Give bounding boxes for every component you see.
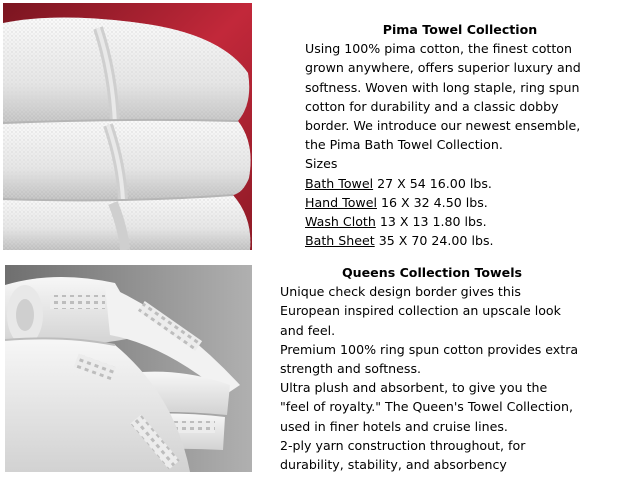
queens-description-line: Premium 100% ring spun cotton provides extra: [280, 341, 579, 357]
queens-collection-section: [280, 263, 635, 474]
queens-towel-photo: [5, 265, 252, 472]
queens-description-line: and feel.: [280, 322, 336, 338]
size-row-wash-cloth: [305, 212, 635, 231]
size-name: Hand Towel: [305, 194, 377, 210]
queens-title: Queens Collection Towels: [341, 265, 523, 280]
pima-description-line: Using 100% pima cotton, the finest cotton: [305, 41, 572, 57]
size-spec: 27 X 54 16.00 lbs.: [373, 175, 492, 191]
size-name: Bath Towel: [305, 175, 374, 191]
size-name: Wash Cloth: [305, 214, 376, 230]
queens-description-line: 2-ply yarn construction throughout, for: [280, 437, 526, 453]
size-spec: 16 X 32 4.50 lbs.: [376, 194, 488, 210]
size-row-bath-sheet: [305, 231, 635, 250]
size-row-bath-towel: [305, 174, 635, 193]
queens-description-line: used in finer hotels and cruise lines.: [280, 418, 508, 434]
size-row-hand-towel: [305, 193, 635, 212]
queens-description-line: Ultra plush and absorbent, to give you the: [280, 380, 548, 396]
queens-description-line: durability, stability, and absorbency: [280, 457, 507, 473]
pima-description-line: border. We introduce our newest ensemble,: [305, 118, 581, 134]
pima-title: Pima Towel Collection: [382, 22, 538, 37]
pima-description-line: grown anywhere, offers superior luxury and: [305, 60, 581, 76]
queens-description-line: strength and softness.: [280, 361, 422, 377]
queens-description-line: European inspired collection an upscale look: [280, 303, 561, 319]
pima-description-line: the Pima Bath Towel Collection.: [305, 137, 503, 153]
pima-description-line: cotton for durability and a classic dobby: [305, 98, 559, 114]
pima-collection-section: [305, 20, 635, 250]
pima-description-line: softness. Woven with long staple, ring spun: [305, 79, 580, 95]
queens-description-line: Unique check design border gives this: [280, 284, 521, 300]
queens-description-line: "feel of royalty." The Queen's Towel Collection,: [280, 399, 573, 415]
size-spec: 35 X 70 24.00 lbs.: [374, 233, 494, 249]
sizes-label: Sizes: [305, 156, 338, 172]
size-spec: 13 X 13 1.80 lbs.: [375, 214, 487, 230]
size-name: Bath Sheet: [305, 233, 375, 249]
pima-towel-photo: [3, 3, 252, 250]
